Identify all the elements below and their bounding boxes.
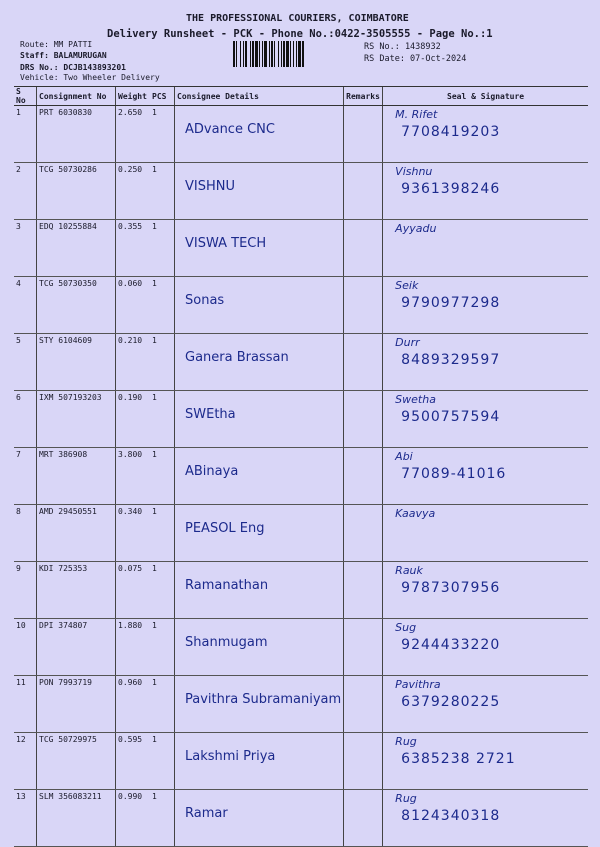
table-row <box>14 106 588 163</box>
signature-phone: 8489329597 <box>401 352 501 368</box>
row-consignment-no: TCG 50730286 <box>37 163 116 220</box>
col-consignee: Consignee Details <box>175 87 344 106</box>
row-signature <box>383 106 588 163</box>
row-sno: 11 <box>14 676 37 733</box>
table-row <box>14 619 588 676</box>
signature-mark: Durr <box>395 336 420 349</box>
row-weight: 1.880 <box>116 619 151 676</box>
signature-mark: Rug <box>395 735 417 748</box>
row-remarks <box>344 790 383 847</box>
signature-mark: Swetha <box>395 393 436 406</box>
row-consignment-no: STY 6104609 <box>37 334 116 391</box>
rs-date: RS Date: 07-Oct-2024 <box>364 54 467 64</box>
row-weight: 0.075 <box>116 562 151 619</box>
row-signature <box>383 448 588 505</box>
row-pcs: 1 <box>150 619 175 676</box>
row-consignee: Sonas <box>175 277 344 334</box>
runsheet-subtitle: Delivery Runsheet - PCK - Phone No.:0422-3505555 - Page No.:1 <box>107 28 493 40</box>
row-consignee: Pavithra Subramaniyam <box>175 676 344 733</box>
route-label: Route: MM PATTI <box>20 40 93 49</box>
vehicle-label: Vehicle: Two Wheeler Delivery <box>20 73 160 82</box>
signature-mark: Abi <box>395 450 413 463</box>
signature-mark: Rauk <box>395 564 423 577</box>
row-consignment-no: PRT 6030830 <box>37 106 116 163</box>
row-consignment-no: EDQ 10255884 <box>37 220 116 277</box>
row-weight: 2.650 <box>116 106 151 163</box>
row-sno: 5 <box>14 334 37 391</box>
row-weight: 0.355 <box>116 220 151 277</box>
row-weight: 0.595 <box>116 733 151 790</box>
signature-phone: 9244433220 <box>401 637 501 653</box>
signature-mark: Kaavya <box>395 507 436 520</box>
row-remarks <box>344 505 383 562</box>
row-consignee: PEASOL Eng <box>175 505 344 562</box>
row-consignment-no: KDI 725353 <box>37 562 116 619</box>
row-signature <box>383 676 588 733</box>
col-weight: Weight <box>116 87 151 106</box>
row-pcs: 1 <box>150 505 175 562</box>
row-signature <box>383 562 588 619</box>
table-header-row <box>14 87 588 106</box>
signature-phone: 77089-41016 <box>401 466 507 482</box>
col-remarks: Remarks <box>344 87 383 106</box>
signature-mark: Ayyadu <box>395 222 437 235</box>
row-consignee: ABinaya <box>175 448 344 505</box>
col-consignment: Consignment No <box>37 87 116 106</box>
signature-phone: 9790977298 <box>401 295 501 311</box>
row-remarks <box>344 619 383 676</box>
row-weight: 0.210 <box>116 334 151 391</box>
row-remarks <box>344 220 383 277</box>
signature-mark: Vishnu <box>395 165 433 178</box>
row-sno: 4 <box>14 277 37 334</box>
row-consignee: Shanmugam <box>175 619 344 676</box>
row-pcs: 1 <box>150 448 175 505</box>
row-weight: 0.340 <box>116 505 151 562</box>
row-remarks <box>344 562 383 619</box>
row-sno: 8 <box>14 505 37 562</box>
row-sno: 13 <box>14 790 37 847</box>
row-pcs: 1 <box>150 676 175 733</box>
table-row <box>14 790 588 847</box>
row-sno: 3 <box>14 220 37 277</box>
row-pcs: 1 <box>150 220 175 277</box>
row-signature <box>383 733 588 790</box>
row-consignee: VISWA TECH <box>175 220 344 277</box>
runsheet-table <box>14 86 588 847</box>
signature-phone: 8124340318 <box>401 808 501 824</box>
row-pcs: 1 <box>150 106 175 163</box>
row-remarks <box>344 733 383 790</box>
row-pcs: 1 <box>150 163 175 220</box>
row-consignee: Ganera Brassan <box>175 334 344 391</box>
row-sno: 7 <box>14 448 37 505</box>
col-sno: S No <box>14 87 37 106</box>
row-consignee: Lakshmi Priya <box>175 733 344 790</box>
table-row <box>14 562 588 619</box>
row-consignee: Ramar <box>175 790 344 847</box>
row-sno: 1 <box>14 106 37 163</box>
signature-mark: Sug <box>395 621 417 634</box>
table-row <box>14 733 588 790</box>
row-sno: 2 <box>14 163 37 220</box>
row-consignment-no: IXM 507193203 <box>37 391 116 448</box>
signature-mark: Pavithra <box>395 678 441 691</box>
row-pcs: 1 <box>150 277 175 334</box>
row-pcs: 1 <box>150 334 175 391</box>
row-consignment-no: TCG 50730350 <box>37 277 116 334</box>
row-weight: 0.250 <box>116 163 151 220</box>
drs-label: DRS No.: DCJB143893201 <box>20 63 126 72</box>
rs-number: RS No.: 1438932 <box>364 42 441 52</box>
row-pcs: 1 <box>150 562 175 619</box>
row-remarks <box>344 391 383 448</box>
row-sno: 10 <box>14 619 37 676</box>
row-weight: 0.060 <box>116 277 151 334</box>
row-consignment-no: PON 7993719 <box>37 676 116 733</box>
table-row <box>14 676 588 733</box>
row-pcs: 1 <box>150 391 175 448</box>
row-consignment-no: DPI 374807 <box>37 619 116 676</box>
table-row <box>14 163 588 220</box>
row-pcs: 1 <box>150 733 175 790</box>
row-signature <box>383 505 588 562</box>
signature-phone: 7708419203 <box>401 124 501 140</box>
row-weight: 0.190 <box>116 391 151 448</box>
col-pcs: PCS <box>150 87 175 106</box>
row-weight: 0.990 <box>116 790 151 847</box>
row-consignee: SWEtha <box>175 391 344 448</box>
row-remarks <box>344 163 383 220</box>
row-signature <box>383 619 588 676</box>
row-sno: 6 <box>14 391 37 448</box>
row-remarks <box>344 277 383 334</box>
row-consignment-no: AMD 29450551 <box>37 505 116 562</box>
barcode <box>233 41 351 67</box>
signature-mark: Seik <box>395 279 419 292</box>
signature-phone: 9500757594 <box>401 409 501 425</box>
row-remarks <box>344 334 383 391</box>
row-weight: 3.800 <box>116 448 151 505</box>
signature-phone: 9361398246 <box>401 181 501 197</box>
row-consignee: VISHNU <box>175 163 344 220</box>
row-pcs: 1 <box>150 790 175 847</box>
row-sno: 12 <box>14 733 37 790</box>
row-signature <box>383 391 588 448</box>
signature-mark: Rug <box>395 792 417 805</box>
barcode-bar <box>304 41 305 67</box>
row-remarks <box>344 448 383 505</box>
row-signature <box>383 220 588 277</box>
table-row <box>14 277 588 334</box>
table-row <box>14 391 588 448</box>
signature-mark: M. Rifet <box>395 108 438 121</box>
row-remarks <box>344 106 383 163</box>
company-title: THE PROFESSIONAL COURIERS, COIMBATORE <box>186 13 409 24</box>
row-remarks <box>344 676 383 733</box>
row-consignee: ADvance CNC <box>175 106 344 163</box>
signature-phone: 6385238 2721 <box>401 751 516 767</box>
table-row <box>14 448 588 505</box>
row-sno: 9 <box>14 562 37 619</box>
row-consignee: Ramanathan <box>175 562 344 619</box>
row-signature <box>383 163 588 220</box>
signature-phone: 6379280225 <box>401 694 501 710</box>
col-seal-signature: Seal & Signature <box>383 87 588 106</box>
row-signature <box>383 277 588 334</box>
row-consignment-no: TCG 50729975 <box>37 733 116 790</box>
row-consignment-no: MRT 386908 <box>37 448 116 505</box>
row-signature <box>383 334 588 391</box>
staff-label: Staff: BALAMURUGAN <box>20 51 107 60</box>
row-weight: 0.960 <box>116 676 151 733</box>
table-row <box>14 334 588 391</box>
table-row <box>14 220 588 277</box>
row-consignment-no: SLM 356083211 <box>37 790 116 847</box>
table-row <box>14 505 588 562</box>
signature-phone: 9787307956 <box>401 580 501 596</box>
row-signature <box>383 790 588 847</box>
